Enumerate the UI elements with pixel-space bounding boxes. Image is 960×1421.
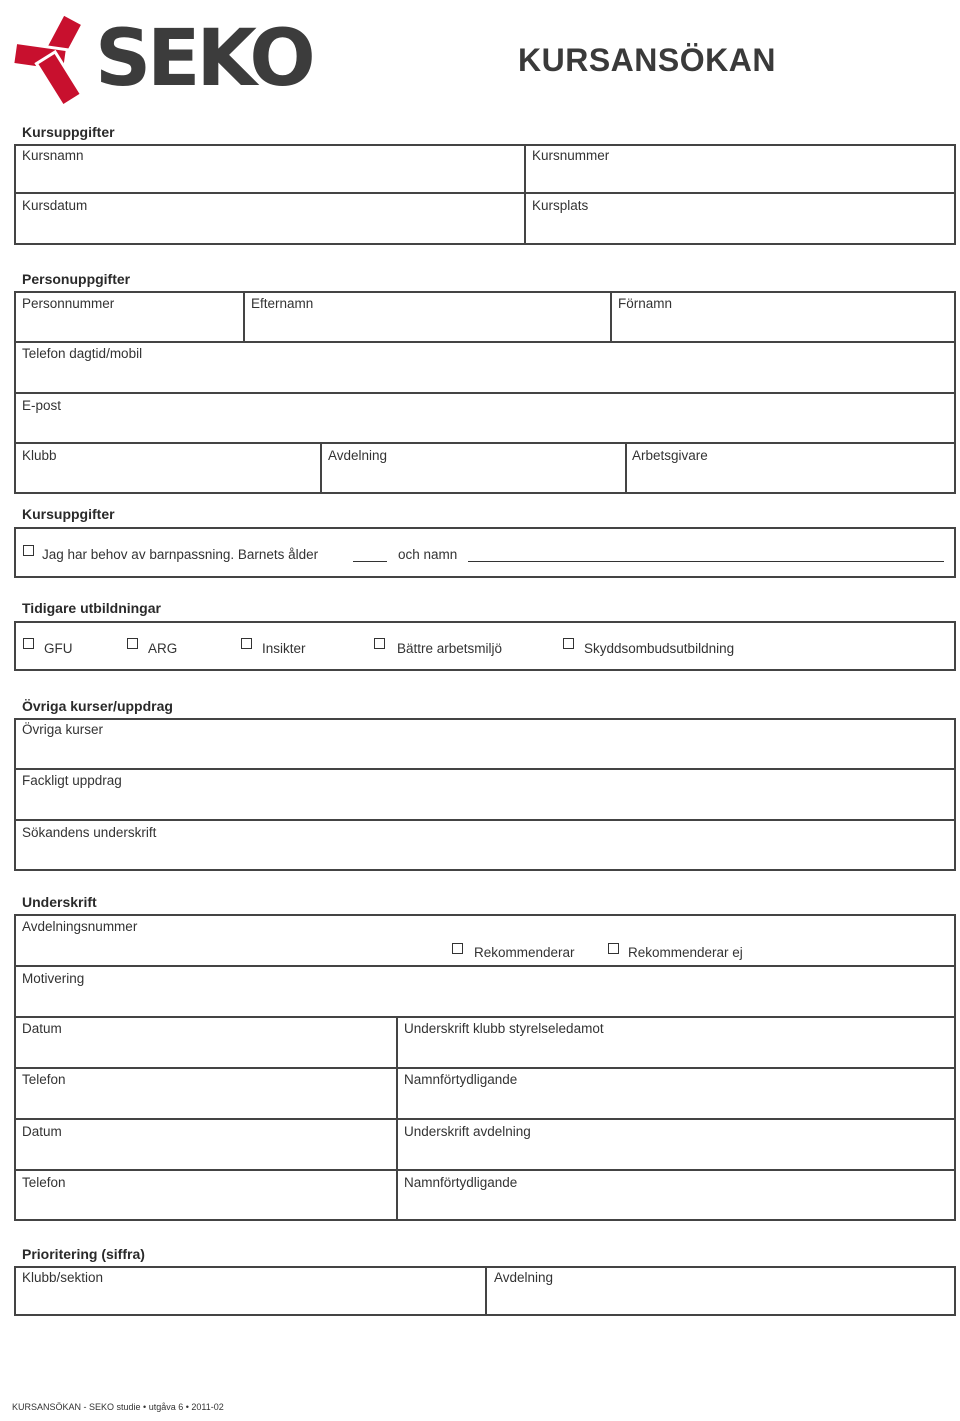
footer-text: KURSANSÖKAN - SEKO studie • utgåva 6 • 2011-02 [12,1402,224,1412]
checkbox-not-recommend[interactable] [608,943,619,954]
label-gfu: GFU [44,641,73,656]
field-course-number[interactable]: Kursnummer [532,148,610,163]
label-recommend: Rekommenderar [474,945,575,960]
field-date-2[interactable]: Datum [22,1124,62,1139]
field-club-section[interactable]: Klubb/sektion [22,1270,104,1285]
field-other-courses[interactable]: Övriga kurser [22,722,104,737]
field-dept-signature[interactable]: Underskrift avdelning [404,1124,531,1139]
section-title-signature: Underskrift [22,894,97,910]
checkbox-skyddsombud[interactable] [563,638,574,649]
field-name-clarification-2[interactable]: Namnförtydligande [404,1175,518,1190]
other-box [14,718,956,871]
checkbox-arg[interactable] [127,638,138,649]
field-phone-2[interactable]: Telefon [22,1175,66,1190]
course-box [14,144,956,245]
field-union-assignment[interactable]: Fackligt uppdrag [22,773,122,788]
logo-wordmark: SEKO [95,14,312,104]
field-firstname[interactable]: Förnamn [618,296,673,311]
checkbox-battre-arbetsmiljo[interactable] [374,638,385,649]
childcare-checkbox[interactable] [23,545,34,556]
checkbox-insikter[interactable] [241,638,252,649]
section-title-previous: Tidigare utbildningar [22,600,161,616]
field-phone[interactable]: Telefon dagtid/mobil [22,346,143,361]
section-title-course: Kursuppgifter [22,124,115,140]
document-title: KURSANSÖKAN [518,42,776,78]
field-department[interactable]: Avdelning [328,448,388,463]
field-email[interactable]: E-post [22,398,62,413]
field-name-clarification-1[interactable]: Namnförtydligande [404,1072,518,1087]
field-date-1[interactable]: Datum [22,1021,62,1036]
label-battre-arbetsmiljo: Bättre arbetsmiljö [397,641,503,656]
field-personnummer[interactable]: Personnummer [22,296,115,311]
field-priority-department[interactable]: Avdelning [494,1270,554,1285]
label-insikter: Insikter [262,641,306,656]
child-name-line[interactable] [468,561,944,562]
label-skyddsombud: Skyddsombudsutbildning [584,641,735,656]
label-not-recommend: Rekommenderar ej [628,945,743,960]
field-club-board-signature[interactable]: Underskrift klubb styrelseledamot [404,1021,604,1036]
label-arg: ARG [148,641,178,656]
field-employer[interactable]: Arbetsgivare [632,448,708,463]
field-course-place[interactable]: Kursplats [532,198,589,213]
section-title-personal: Personuppgifter [22,271,131,287]
checkbox-gfu[interactable] [23,638,34,649]
section-title-childcare: Kursuppgifter [22,506,115,522]
field-course-date[interactable]: Kursdatum [22,198,88,213]
childcare-text: Jag har behov av barnpassning. Barnets ålder [42,547,319,562]
child-age-line[interactable] [353,561,387,562]
field-course-name[interactable]: Kursnamn [22,148,84,163]
checkbox-recommend[interactable] [452,943,463,954]
childcare-name-label: och namn [398,547,458,562]
section-title-priority: Prioritering (siffra) [22,1246,145,1262]
field-lastname[interactable]: Efternamn [251,296,314,311]
field-phone-1[interactable]: Telefon [22,1072,66,1087]
field-motivation[interactable]: Motivering [22,971,85,986]
seko-logo-icon [12,14,102,104]
section-title-other: Övriga kurser/uppdrag [22,698,173,714]
field-club[interactable]: Klubb [22,448,57,463]
field-applicant-signature[interactable]: Sökandens underskrift [22,825,157,840]
field-dept-number[interactable]: Avdelningsnummer [22,919,138,934]
